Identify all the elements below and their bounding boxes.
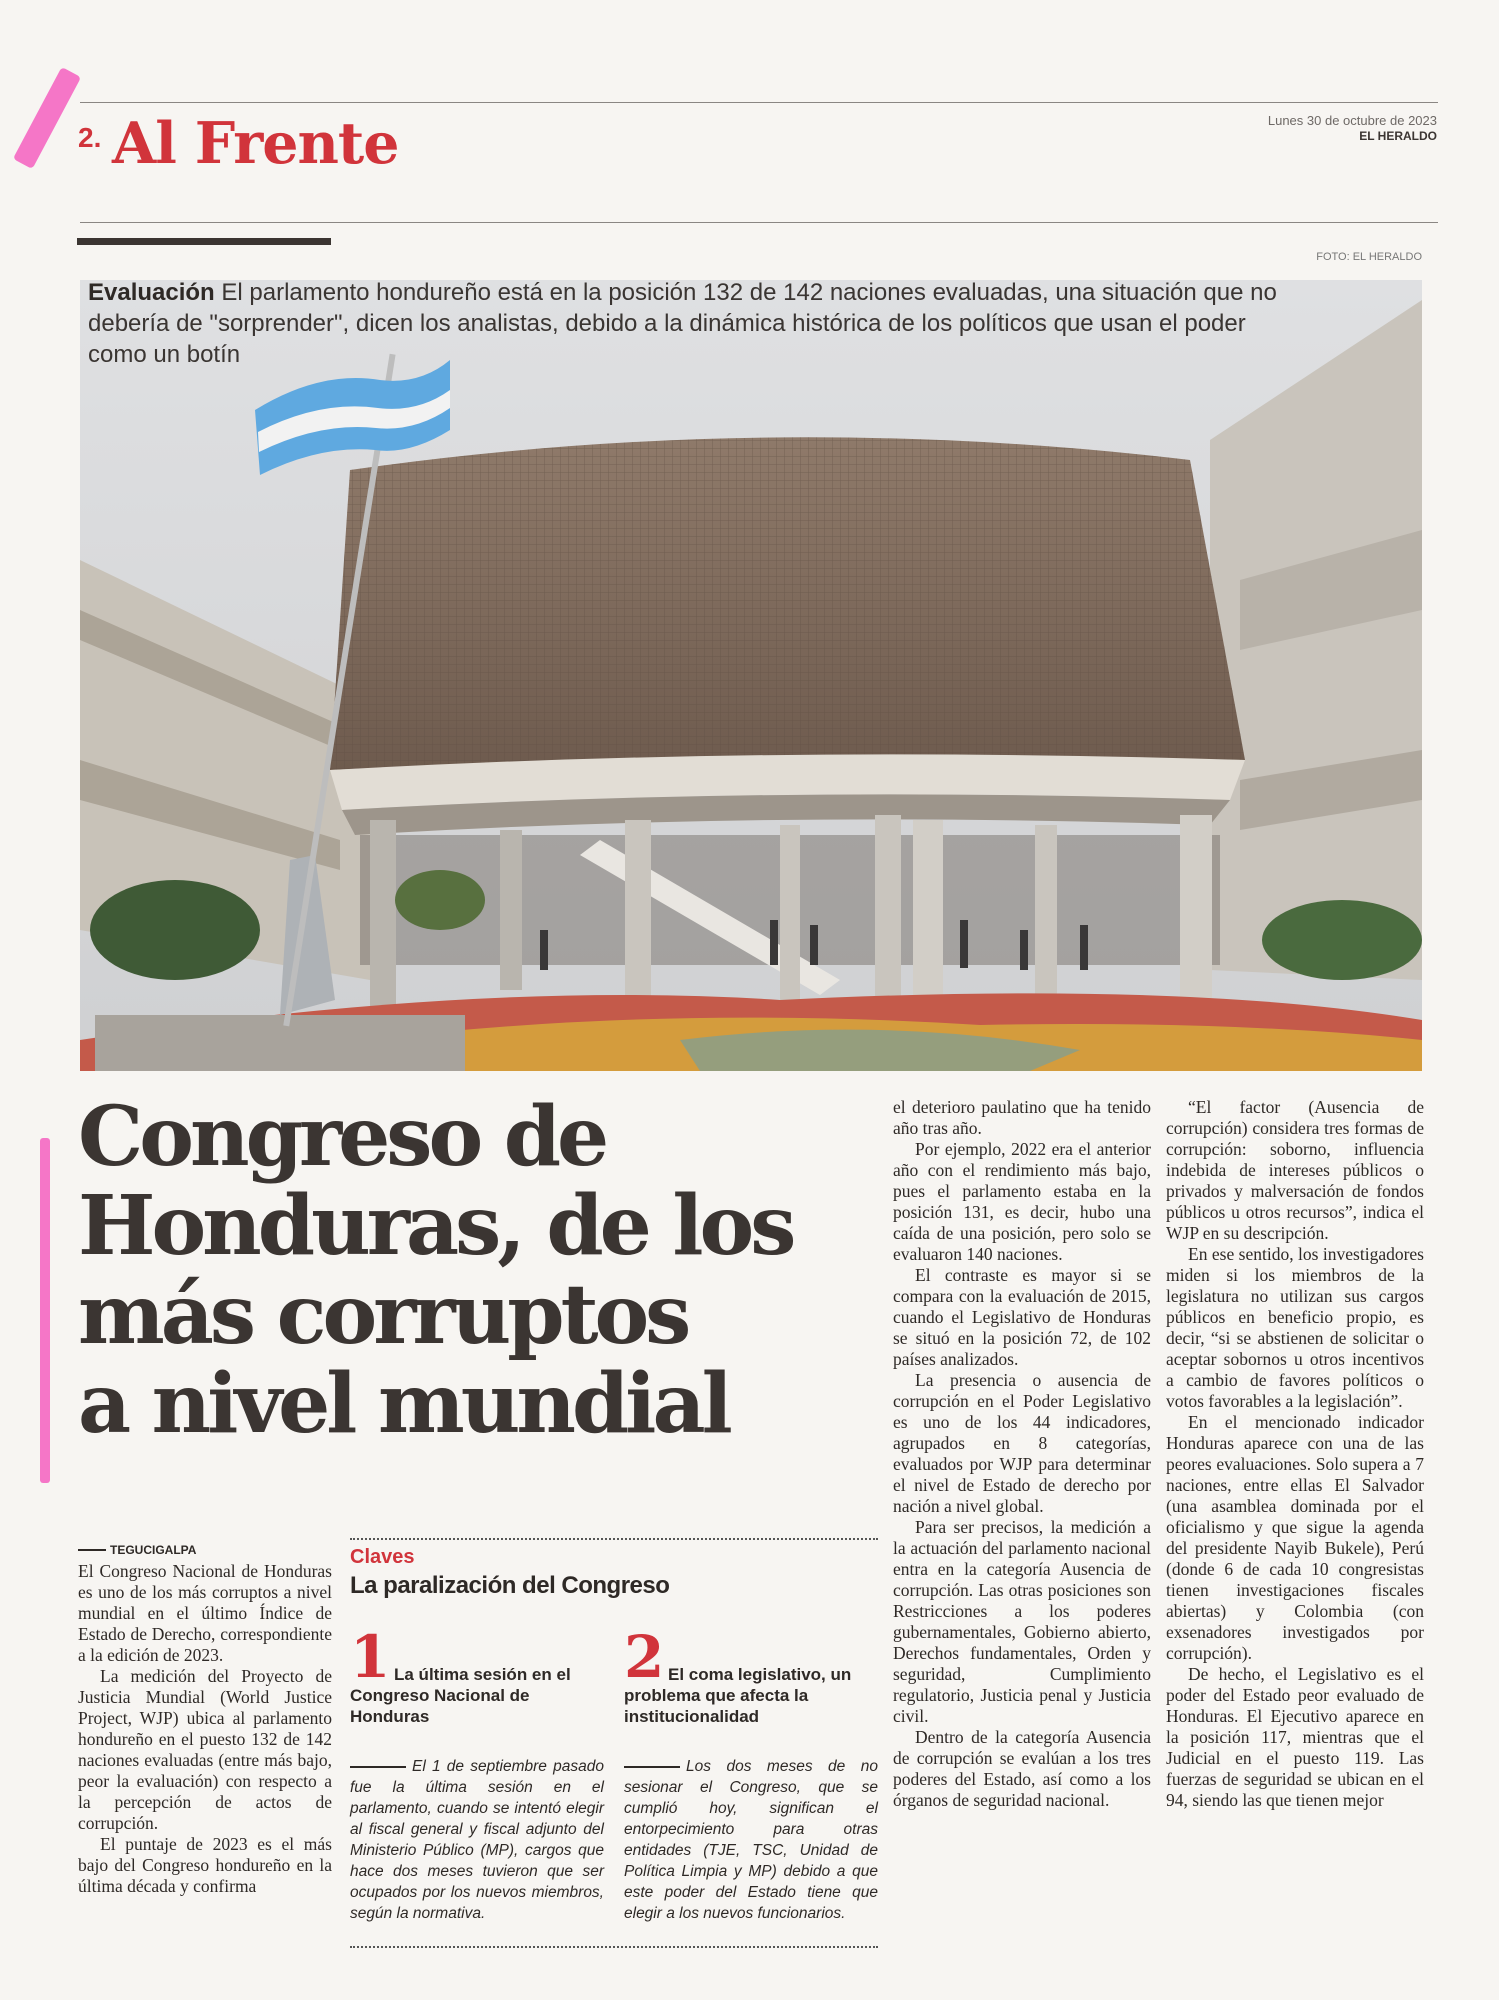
divider [350, 1538, 878, 1540]
clave-number: 2 [624, 1623, 665, 1691]
clave-text [624, 1756, 878, 1924]
paragraph: La presencia o ausencia de corrupción en el Poder Legislativo es uno de los 44 indicadores, agrupados en 8 categorías, evaluados por WJP para determinar el nivel de Estado de derecho por nación a nivel global. [893, 1370, 1151, 1516]
masthead [1268, 113, 1437, 143]
highlighter-mark [40, 1138, 50, 1483]
divider [80, 222, 1438, 223]
divider [77, 238, 331, 245]
claves-title: La paralización del Congreso [350, 1572, 670, 1599]
article-column [893, 1097, 1151, 1811]
clave-body: Los dos meses de no sesionar el Congreso, que se cumplió hoy, significan el entorpecimiento para otras entidades (TJE, TSC, Unidad de Política Limpia y MP) debido a que este poder del Estado tiene que elegir a los nuevos funcionarios. [624, 1758, 878, 1922]
divider [350, 1946, 878, 1948]
congress-building-photo [80, 280, 1422, 1071]
headline-line: Honduras, de los [78, 1178, 793, 1274]
paragraph: En el mencionado indicador Honduras aparece con una de las peores evaluaciones. Solo supera a 7 naciones, entre ellas El Salvador (una asamblea dominada por el oficialismo y que sigue la agenda del presidente Nayib Bukele), Perú (donde 6 de cada 10 congresistas tienen investigaciones fiscales abiertas) y Colombia (con exsenadores investigados por corrupción). [1166, 1412, 1424, 1663]
issue-date: Lunes 30 de octubre de 2023 [1267, 113, 1437, 128]
photo-illustration [80, 280, 1422, 1071]
headline-line: más corruptos [78, 1267, 688, 1363]
divider [80, 102, 1438, 103]
paragraph: En ese sentido, los investigadores miden si los miembros de la legislatura no utilizan sus cargos públicos en beneficio propio, es decir, “si se abstienen de solicitar o aceptar sobornos u otros incentivos a cambio de favores políticos o votos favorables a la legislación”. [1166, 1244, 1424, 1411]
clave-title: La última sesión en el Congreso Nacional de Honduras [350, 1665, 571, 1726]
paragraph: Por ejemplo, 2022 era el anterior año con el rendimiento más bajo, pues el parlamento estaba en la posición 131, es decir, hubo una caída de una posición, pero solo se evaluaron 140 naciones. [893, 1139, 1151, 1264]
highlighter-mark [13, 67, 81, 169]
clave-body: El 1 de septiembre pasado fue la última sesión en el parlamento, cuando se intentó elegir al fiscal general y fiscal adjunto del Ministerio Público (MP), cargos que hace dos meses tuvieron que ser ocupados por los nuevos miembros, según la normativa. [350, 1758, 604, 1922]
paragraph: El contraste es mayor si se compara con la evaluación de 2015, cuando el Legislativo de Honduras se situó en la posición 72, de 102 países analizados. [893, 1265, 1151, 1369]
paragraph: El Congreso Nacional de Honduras es uno de los más corruptos a nivel mundial en el último Índice de Estado de Derecho, correspondiente a la edición de 2023. [78, 1561, 332, 1665]
clave-number: 1 [350, 1623, 391, 1691]
paper-name: EL HERALDO [1359, 129, 1437, 143]
headline-line: Congreso de [78, 1089, 606, 1185]
article-column [78, 1540, 332, 1897]
clave-title: El coma legislativo, un problema que afecta la institucionalidad [624, 1665, 852, 1726]
paragraph: Dentro de la categoría Ausencia de corrupción se evalúan a los tres poderes del Estado, así como a los órganos de seguridad nacional. [893, 1727, 1151, 1810]
section-title: Al Frente [112, 110, 399, 177]
caption-lead: Evaluación [88, 279, 215, 306]
paragraph: El puntaje de 2023 es el más bajo del Congreso hondureño en la última década y confirma [78, 1834, 332, 1896]
article-column [1166, 1097, 1424, 1811]
paragraph: Para ser precisos, la medición a la actuación del parlamento nacional entra en la categoría Ausencia de corrupción. Las otras posiciones son Restricciones a los poderes gubernamentales, Gobierno abierto, Derechos fundamentales, Orden y seguridad, Cumplimiento regulatorio, Justicia penal y Justicia civil. [893, 1517, 1151, 1726]
dateline-text: TEGUCIGALPA [110, 1543, 197, 1557]
photo-caption [88, 277, 1288, 370]
page-number: 2. [78, 122, 102, 153]
headline-line: a nivel mundial [78, 1356, 729, 1452]
headline [78, 1089, 878, 1452]
claves-label: Claves [350, 1546, 415, 1568]
paragraph: La medición del Proyecto de Justicia Mundial (World Justice Project, WJP) ubica al parlamento hondureño en el puesto 132 de 142 naciones evaluadas (entre más bajo, peor la evaluación) con respecto a la percepción de actos de corrupción. [78, 1666, 332, 1833]
paragraph: “El factor (Ausencia de corrupción) considera tres formas de corrupción: soborno, influencia indebida de intereses públicos o privados y malversación de fondos públicos u otros recursos”, indica el WJP en su descripción. [1166, 1097, 1424, 1243]
clave-text [350, 1756, 604, 1924]
photo-credit: FOTO: EL HERALDO [1316, 251, 1422, 263]
caption-text: El parlamento hondureño está en la posición 132 de 142 naciones evaluadas, una situación que no debería de "sorprender", dicen los analistas, debido a la dinámica histórica de los políticos que usan el poder como un botín [88, 279, 1277, 368]
dateline [78, 1540, 332, 1561]
paragraph: De hecho, el Legislativo es el poder del Estado peor evaluado de Honduras. El Ejecutivo aparece en la posición 117, mientras que el Judicial en el puesto 119. Las fuerzas de seguridad se ubican en el 94, siendo las que tienen mejor [1166, 1664, 1424, 1810]
paragraph: el deterioro paulatino que ha tenido año tras año. [893, 1097, 1151, 1138]
